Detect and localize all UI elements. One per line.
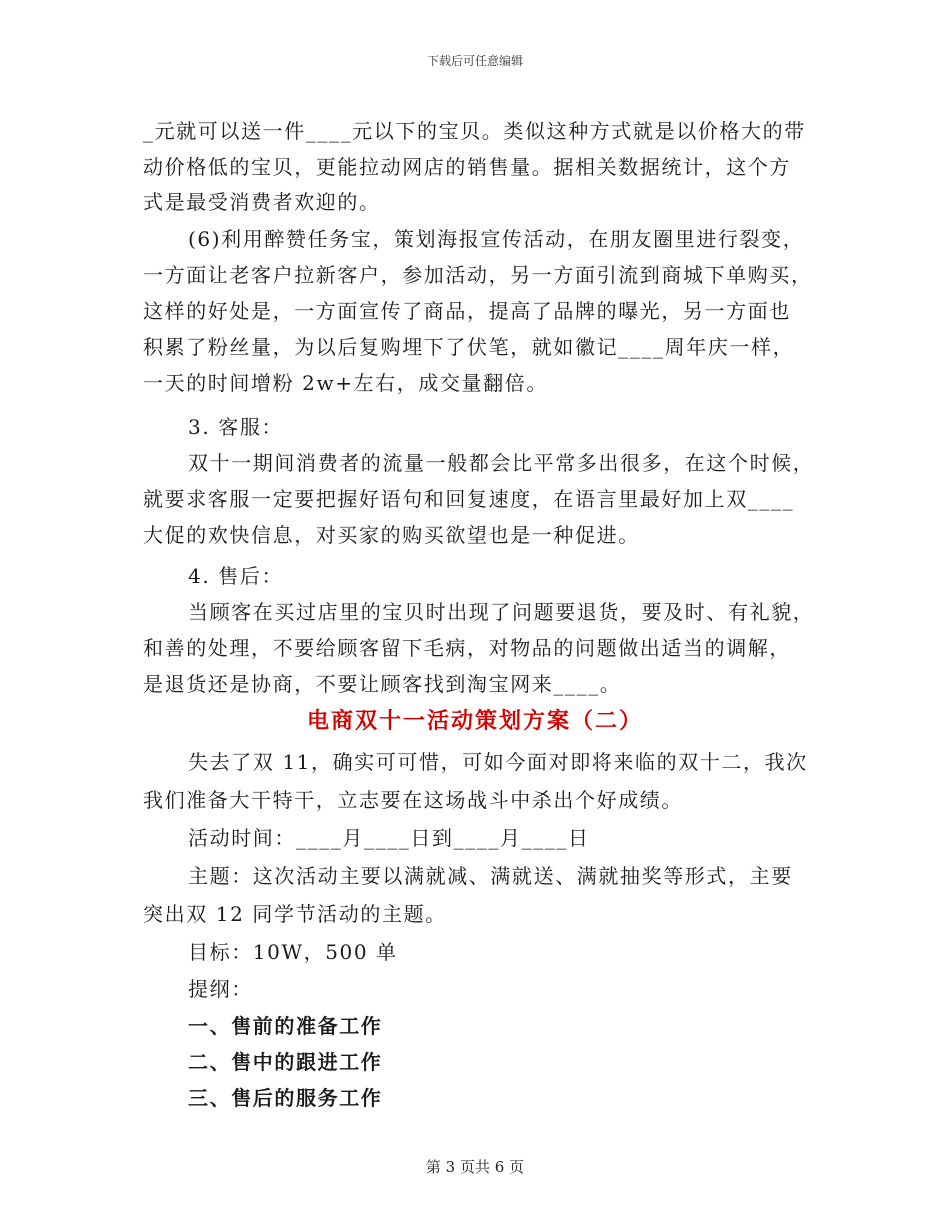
body-line: 主题：这次活动主要以满就减、满就送、满就抽奖等形式，主要 [188, 864, 793, 888]
outline-item: 三、售后的服务工作 [188, 1086, 383, 1110]
body-line: (6)利用醉赞任务宝，策划海报宣传活动，在朋友圈里进行裂变， [188, 227, 805, 251]
body-line: 式是最受消费者欢迎的。 [143, 190, 381, 214]
outline-item: 二、售中的跟进工作 [188, 1050, 383, 1074]
subheading-customer-service: 3. 客服： [188, 415, 284, 439]
page-header: 下载后可任意编辑 [426, 54, 523, 68]
body-line: 失去了双 11，确实可可惜，可如今面对即将来临的双十二，我次 [188, 750, 808, 774]
body-line: 是退货还是协商，不要让顾客找到淘宝网来____。 [143, 672, 622, 696]
section-title: 电商双十一活动策划方案（二） [306, 708, 643, 734]
body-line: 一方面让老客户拉新客户，参加活动，另一方面引流到商城下单购买， [143, 263, 813, 287]
body-line: 一天的时间增粉 2w+左右，成交量翻倍。 [143, 371, 548, 395]
body-line: 动价格低的宝贝，更能拉动网店的销售量。据相关数据统计，这个方 [143, 155, 791, 179]
activity-time: 活动时间：____月____日到____月____日 [188, 826, 590, 850]
body-line: _元就可以送一件____元以下的宝贝。类似这种方式就是以价格大的带 [143, 119, 806, 143]
subheading-after-sales: 4. 售后： [188, 564, 284, 588]
body-line: 当顾客在买过店里的宝贝时出现了问题要退货，要及时、有礼貌， [188, 600, 815, 624]
body-line: 这样的好处是，一方面宣传了商品，提高了品牌的曝光，另一方面也 [143, 299, 791, 323]
page-footer: 第 3 页共 6 页 [425, 1158, 525, 1176]
body-line: 我们准备大干特干，立志要在这场战斗中杀出个好成绩。 [143, 788, 683, 812]
body-line: 双十一期间消费者的流量一般都会比平常多出很多，在这个时候， [188, 451, 815, 475]
body-line: 积累了粉丝量，为以后复购埋下了伏笔，就如徽记____周年庆一样， [143, 335, 795, 359]
outline-item: 一、售前的准备工作 [188, 1014, 383, 1038]
body-line: 大促的欢快信息，对买家的购买欲望也是一种促进。 [143, 523, 640, 547]
body-line: 就要求客服一定要把握好语句和回复速度，在语言里最好加上双____ [143, 487, 795, 511]
outline-label: 提纲： [188, 977, 253, 1001]
goal-line: 目标：10W，500 单 [188, 940, 398, 964]
body-line: 和善的处理，不要给顾客留下毛病，对物品的问题做出适当的调解， [143, 636, 791, 660]
body-line: 突出双 12 同学节活动的主题。 [143, 902, 447, 926]
